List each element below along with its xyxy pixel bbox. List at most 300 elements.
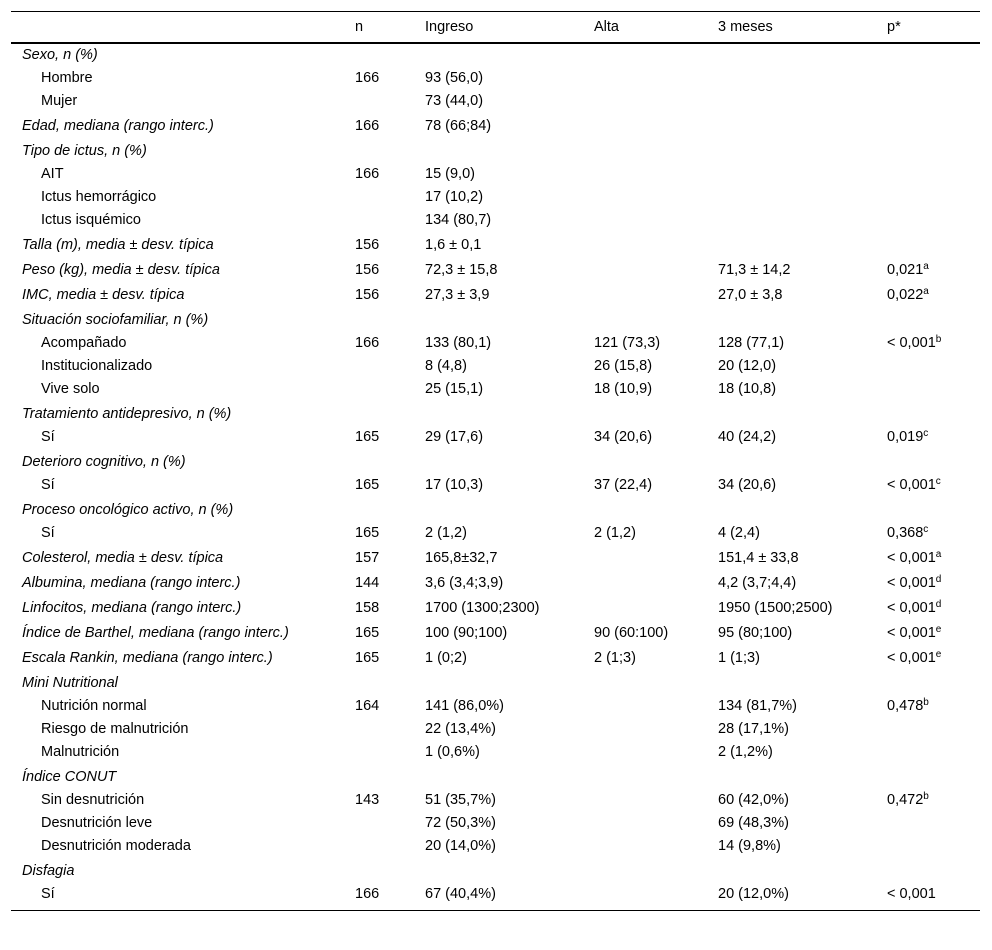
- cell-n: [355, 282, 425, 307]
- cell-n-text: 165: [355, 525, 380, 541]
- row-label-text: Vive solo: [41, 381, 100, 397]
- table-body: [11, 43, 980, 911]
- cell-p-text: 0,021: [887, 262, 924, 278]
- p-value-superscript: e: [935, 649, 942, 660]
- cell-alta: [594, 282, 718, 307]
- row-label-text: Riesgo de malnutrición: [41, 721, 189, 737]
- row-label: [11, 620, 355, 645]
- cell-ingreso-text: 1 (0,6%): [425, 744, 480, 760]
- row-label-text: Malnutrición: [41, 744, 120, 760]
- cell-n-text: 156: [355, 287, 380, 303]
- cell-ingreso-text: 72,3 ± 15,8: [425, 262, 498, 278]
- p-value-superscript: a: [935, 549, 942, 560]
- table-row: [11, 545, 980, 570]
- cell-p: [887, 883, 980, 911]
- cell-ingreso: [425, 718, 594, 741]
- cell-n: [355, 812, 425, 835]
- cell-p-text: < 0,001: [887, 650, 936, 666]
- cell-3-meses: [718, 522, 887, 545]
- cell-ingreso: [425, 378, 594, 401]
- cell-p: [887, 718, 980, 741]
- cell-alta: [594, 670, 718, 695]
- cell-alta: [594, 426, 718, 449]
- table-row: [11, 645, 980, 670]
- row-label-text: Sí: [41, 429, 55, 445]
- cell-alta: [594, 595, 718, 620]
- cell-p: [887, 138, 980, 163]
- cell-p-text: 0,019: [887, 429, 924, 445]
- cell-p: [887, 789, 980, 812]
- cell-p: [887, 282, 980, 307]
- cell-ingreso: [425, 595, 594, 620]
- row-label-text: Proceso oncológico activo, n (%): [22, 502, 234, 518]
- cell-3-meses: [718, 835, 887, 858]
- cell-3-meses-text: 151,4 ± 33,8: [718, 550, 799, 566]
- cell-ingreso: [425, 497, 594, 522]
- cell-alta: [594, 163, 718, 186]
- p-value-superscript: b: [923, 697, 929, 708]
- cell-n-text: 157: [355, 550, 380, 566]
- cell-alta: [594, 497, 718, 522]
- table-row: [11, 332, 980, 355]
- cell-n: [355, 232, 425, 257]
- row-label-text: Talla (m), media ± desv. típica: [22, 237, 214, 253]
- cell-n: [355, 570, 425, 595]
- cell-alta-text: 26 (15,8): [594, 358, 653, 374]
- table-row: [11, 741, 980, 764]
- cell-alta: [594, 401, 718, 426]
- cell-3-meses: [718, 883, 887, 911]
- cell-ingreso: [425, 113, 594, 138]
- cell-n: [355, 67, 425, 90]
- cell-ingreso: [425, 67, 594, 90]
- cell-3-meses-text: 1 (1;3): [718, 650, 760, 666]
- cell-ingreso: [425, 232, 594, 257]
- table-row: [11, 883, 980, 911]
- row-label: [11, 138, 355, 163]
- cell-alta: [594, 812, 718, 835]
- cell-n: [355, 209, 425, 232]
- cell-3-meses-text: 2 (1,2%): [718, 744, 773, 760]
- cell-p-text: 0,022: [887, 287, 924, 303]
- row-label: [11, 835, 355, 858]
- cell-ingreso-text: 1700 (1300;2300): [425, 600, 540, 616]
- cell-ingreso: [425, 138, 594, 163]
- cell-ingreso-text: 17 (10,3): [425, 477, 484, 493]
- cell-alta: [594, 232, 718, 257]
- cell-p: [887, 620, 980, 645]
- row-label: [11, 595, 355, 620]
- cell-ingreso-text: 165,8±32,7: [425, 550, 498, 566]
- cell-p-text: 0,472: [887, 792, 924, 808]
- row-label-text: Mujer: [41, 93, 78, 109]
- cell-ingreso: [425, 695, 594, 718]
- p-value-superscript: c: [923, 428, 929, 439]
- header-3-meses: 3 meses: [718, 12, 887, 44]
- cell-3-meses-text: 20 (12,0): [718, 358, 777, 374]
- cell-p: [887, 332, 980, 355]
- cell-3-meses: [718, 209, 887, 232]
- header-alta: Alta: [594, 12, 718, 44]
- cell-p: [887, 378, 980, 401]
- cell-n: [355, 138, 425, 163]
- cell-3-meses: [718, 401, 887, 426]
- cell-3-meses-text: 4 (2,4): [718, 525, 760, 541]
- cell-p: [887, 835, 980, 858]
- cell-n: [355, 522, 425, 545]
- row-label-text: Ictus isquémico: [41, 212, 141, 228]
- cell-3-meses: [718, 378, 887, 401]
- cell-n: [355, 741, 425, 764]
- cell-alta: [594, 209, 718, 232]
- table-row: [11, 378, 980, 401]
- cell-3-meses: [718, 307, 887, 332]
- cell-3-meses-text: 4,2 (3,7;4,4): [718, 575, 797, 591]
- cell-3-meses: [718, 332, 887, 355]
- p-value-superscript: d: [935, 574, 942, 585]
- cell-ingreso-text: 29 (17,6): [425, 429, 484, 445]
- row-label: [11, 449, 355, 474]
- cell-n-text: 166: [355, 886, 380, 902]
- row-label: [11, 163, 355, 186]
- cell-3-meses-text: 14 (9,8%): [718, 838, 781, 854]
- row-label: [11, 90, 355, 113]
- cell-ingreso-text: 67 (40,4%): [425, 886, 496, 902]
- row-label: [11, 570, 355, 595]
- cell-n: [355, 858, 425, 883]
- cell-alta: [594, 67, 718, 90]
- row-label-text: Escala Rankin, mediana (rango interc.): [22, 650, 273, 666]
- cell-ingreso: [425, 883, 594, 911]
- table-row: [11, 718, 980, 741]
- cell-n: [355, 307, 425, 332]
- cell-ingreso-text: 73 (44,0): [425, 93, 484, 109]
- row-label: [11, 522, 355, 545]
- table-row: [11, 138, 980, 163]
- cell-3-meses: [718, 43, 887, 67]
- cell-p: [887, 257, 980, 282]
- cell-n: [355, 449, 425, 474]
- cell-alta: [594, 378, 718, 401]
- cell-3-meses-text: 134 (81,7%): [718, 698, 797, 714]
- cell-3-meses-text: 28 (17,1%): [718, 721, 789, 737]
- row-label-text: Sexo, n (%): [22, 47, 98, 63]
- cell-alta: [594, 695, 718, 718]
- cell-n: [355, 163, 425, 186]
- cell-3-meses: [718, 670, 887, 695]
- cell-p: [887, 426, 980, 449]
- row-label-text: Edad, mediana (rango interc.): [22, 118, 214, 134]
- cell-ingreso-text: 8 (4,8): [425, 358, 467, 374]
- row-label-text: Albumina, mediana (rango interc.): [22, 575, 241, 591]
- cell-alta: [594, 257, 718, 282]
- cell-p-text: < 0,001: [887, 625, 936, 641]
- table-row: [11, 812, 980, 835]
- p-value-superscript: b: [923, 791, 929, 802]
- cell-alta-text: 37 (22,4): [594, 477, 653, 493]
- cell-n: [355, 355, 425, 378]
- cell-p: [887, 113, 980, 138]
- cell-p: [887, 741, 980, 764]
- cell-ingreso: [425, 449, 594, 474]
- cell-p: [887, 449, 980, 474]
- cell-3-meses-text: 34 (20,6): [718, 477, 777, 493]
- cell-p: [887, 497, 980, 522]
- cell-p-text: < 0,001: [887, 600, 936, 616]
- cell-3-meses: [718, 449, 887, 474]
- table-row: [11, 522, 980, 545]
- cell-ingreso: [425, 474, 594, 497]
- cell-alta-text: 2 (1,2): [594, 525, 636, 541]
- row-label: [11, 718, 355, 741]
- cell-ingreso: [425, 43, 594, 67]
- cell-3-meses-text: 71,3 ± 14,2: [718, 262, 791, 278]
- cell-p: [887, 595, 980, 620]
- cell-p: [887, 67, 980, 90]
- cell-n: [355, 113, 425, 138]
- header-ingreso: Ingreso: [425, 12, 594, 44]
- row-label-text: Ictus hemorrágico: [41, 189, 157, 205]
- cell-3-meses: [718, 67, 887, 90]
- cell-n: [355, 497, 425, 522]
- table-row: [11, 401, 980, 426]
- row-label-text: Sí: [41, 477, 55, 493]
- row-label-text: Situación sociofamiliar, n (%): [22, 312, 209, 328]
- cell-ingreso: [425, 858, 594, 883]
- cell-3-meses: [718, 812, 887, 835]
- table-row: [11, 858, 980, 883]
- cell-ingreso: [425, 401, 594, 426]
- cell-ingreso: [425, 741, 594, 764]
- cell-alta-text: 121 (73,3): [594, 335, 661, 351]
- cell-p: [887, 90, 980, 113]
- cell-p: [887, 570, 980, 595]
- cell-n-text: 165: [355, 650, 380, 666]
- cell-ingreso-text: 1,6 ± 0,1: [425, 237, 482, 253]
- cell-ingreso-text: 141 (86,0%): [425, 698, 504, 714]
- cell-n: [355, 645, 425, 670]
- row-label: [11, 789, 355, 812]
- cell-alta: [594, 186, 718, 209]
- cell-ingreso-text: 17 (10,2): [425, 189, 484, 205]
- cell-alta: [594, 43, 718, 67]
- cell-3-meses-text: 27,0 ± 3,8: [718, 287, 783, 303]
- cell-ingreso-text: 78 (66;84): [425, 118, 492, 134]
- cell-3-meses: [718, 570, 887, 595]
- cell-3-meses: [718, 426, 887, 449]
- cell-p-text: < 0,001: [887, 886, 936, 902]
- cell-alta: [594, 355, 718, 378]
- row-label: [11, 43, 355, 67]
- cell-p: [887, 645, 980, 670]
- row-label: [11, 883, 355, 911]
- table-row: [11, 449, 980, 474]
- p-value-superscript: a: [923, 286, 929, 297]
- cell-p: [887, 186, 980, 209]
- table-row: [11, 570, 980, 595]
- cell-ingreso: [425, 522, 594, 545]
- table-row: [11, 695, 980, 718]
- cell-p-text: 0,368: [887, 525, 924, 541]
- table-row: [11, 474, 980, 497]
- cell-3-meses-text: 128 (77,1): [718, 335, 785, 351]
- cell-3-meses: [718, 595, 887, 620]
- cell-ingreso-text: 93 (56,0): [425, 70, 484, 86]
- cell-3-meses: [718, 741, 887, 764]
- cell-n-text: 166: [355, 335, 380, 351]
- cell-alta: [594, 332, 718, 355]
- cell-alta: [594, 858, 718, 883]
- cell-alta: [594, 307, 718, 332]
- header-label: [11, 12, 355, 44]
- cell-ingreso-text: 20 (14,0%): [425, 838, 496, 854]
- cell-ingreso: [425, 332, 594, 355]
- cell-alta: [594, 522, 718, 545]
- cell-3-meses: [718, 645, 887, 670]
- table-row: [11, 113, 980, 138]
- table-row: [11, 209, 980, 232]
- cell-ingreso: [425, 209, 594, 232]
- cell-n-text: 164: [355, 698, 380, 714]
- cell-3-meses: [718, 163, 887, 186]
- cell-alta: [594, 741, 718, 764]
- cell-ingreso: [425, 670, 594, 695]
- cell-3-meses: [718, 545, 887, 570]
- cell-p-text: < 0,001: [887, 575, 936, 591]
- row-label-text: Sin desnutrición: [41, 792, 145, 808]
- cell-n-text: 165: [355, 625, 380, 641]
- cell-n: [355, 595, 425, 620]
- cell-ingreso: [425, 90, 594, 113]
- cell-3-meses: [718, 474, 887, 497]
- table-row: [11, 67, 980, 90]
- row-label-text: Mini Nutritional: [22, 675, 118, 691]
- p-value-superscript: b: [935, 334, 942, 345]
- row-label: [11, 307, 355, 332]
- cell-n: [355, 883, 425, 911]
- row-label: [11, 113, 355, 138]
- cell-alta: [594, 764, 718, 789]
- cell-n: [355, 332, 425, 355]
- cell-n-text: 158: [355, 600, 380, 616]
- cell-ingreso: [425, 186, 594, 209]
- table-row: [11, 257, 980, 282]
- table-row: [11, 282, 980, 307]
- row-label-text: IMC, media ± desv. típica: [22, 287, 185, 303]
- cell-alta: [594, 789, 718, 812]
- cell-ingreso: [425, 545, 594, 570]
- row-label-text: Acompañado: [41, 335, 127, 351]
- cell-p: [887, 522, 980, 545]
- cell-ingreso: [425, 789, 594, 812]
- row-label: [11, 545, 355, 570]
- cell-alta: [594, 570, 718, 595]
- cell-alta-text: 34 (20,6): [594, 429, 653, 445]
- cell-alta: [594, 113, 718, 138]
- cell-ingreso: [425, 426, 594, 449]
- cell-3-meses: [718, 355, 887, 378]
- cell-n: [355, 695, 425, 718]
- cell-n: [355, 90, 425, 113]
- cell-n: [355, 474, 425, 497]
- row-label-text: Nutrición normal: [41, 698, 147, 714]
- row-label: [11, 695, 355, 718]
- cell-alta: [594, 474, 718, 497]
- cell-3-meses-text: 40 (24,2): [718, 429, 777, 445]
- p-value-superscript: a: [923, 261, 929, 272]
- cell-p: [887, 355, 980, 378]
- row-label: [11, 764, 355, 789]
- row-label-text: Desnutrición leve: [41, 815, 153, 831]
- cell-ingreso: [425, 764, 594, 789]
- cell-n: [355, 186, 425, 209]
- table-row: [11, 595, 980, 620]
- cell-p: [887, 43, 980, 67]
- cell-3-meses-text: 1950 (1500;2500): [718, 600, 833, 616]
- cell-n: [355, 764, 425, 789]
- cell-alta: [594, 620, 718, 645]
- header-p: p*: [887, 12, 980, 44]
- cell-p-text: < 0,001: [887, 335, 936, 351]
- table-row: [11, 90, 980, 113]
- cell-3-meses-text: 95 (80;100): [718, 625, 793, 641]
- cell-ingreso: [425, 257, 594, 282]
- row-label: [11, 282, 355, 307]
- row-label: [11, 257, 355, 282]
- cell-3-meses: [718, 764, 887, 789]
- row-label-text: Tipo de ictus, n (%): [22, 143, 147, 159]
- cell-alta: [594, 545, 718, 570]
- cell-3-meses: [718, 789, 887, 812]
- cell-n-text: 156: [355, 237, 380, 253]
- table-row: [11, 497, 980, 522]
- cell-p: [887, 401, 980, 426]
- cell-n-text: 166: [355, 166, 380, 182]
- cell-p-text: < 0,001: [887, 550, 936, 566]
- cell-ingreso-text: 25 (15,1): [425, 381, 484, 397]
- row-label: [11, 670, 355, 695]
- cell-n-text: 143: [355, 792, 380, 808]
- cell-3-meses-text: 18 (10,8): [718, 381, 777, 397]
- cell-ingreso: [425, 812, 594, 835]
- row-label-text: Colesterol, media ± desv. típica: [22, 550, 224, 566]
- cell-ingreso: [425, 570, 594, 595]
- p-value-superscript: e: [935, 624, 942, 635]
- row-label: [11, 209, 355, 232]
- cell-p: [887, 695, 980, 718]
- table-row: [11, 670, 980, 695]
- cell-3-meses: [718, 113, 887, 138]
- table-row: [11, 43, 980, 67]
- cell-alta: [594, 138, 718, 163]
- cell-n: [355, 789, 425, 812]
- row-label: [11, 186, 355, 209]
- cell-p: [887, 812, 980, 835]
- cell-alta: [594, 835, 718, 858]
- cell-ingreso-text: 72 (50,3%): [425, 815, 496, 831]
- header-row: [11, 12, 980, 44]
- cell-3-meses: [718, 90, 887, 113]
- row-label-text: Sí: [41, 886, 55, 902]
- cell-ingreso: [425, 282, 594, 307]
- cell-3-meses: [718, 620, 887, 645]
- row-label-text: Disfagia: [22, 863, 75, 879]
- cell-n: [355, 835, 425, 858]
- cell-p-text: 0,478: [887, 698, 924, 714]
- row-label-text: Sí: [41, 525, 55, 541]
- cell-n: [355, 545, 425, 570]
- cell-3-meses: [718, 232, 887, 257]
